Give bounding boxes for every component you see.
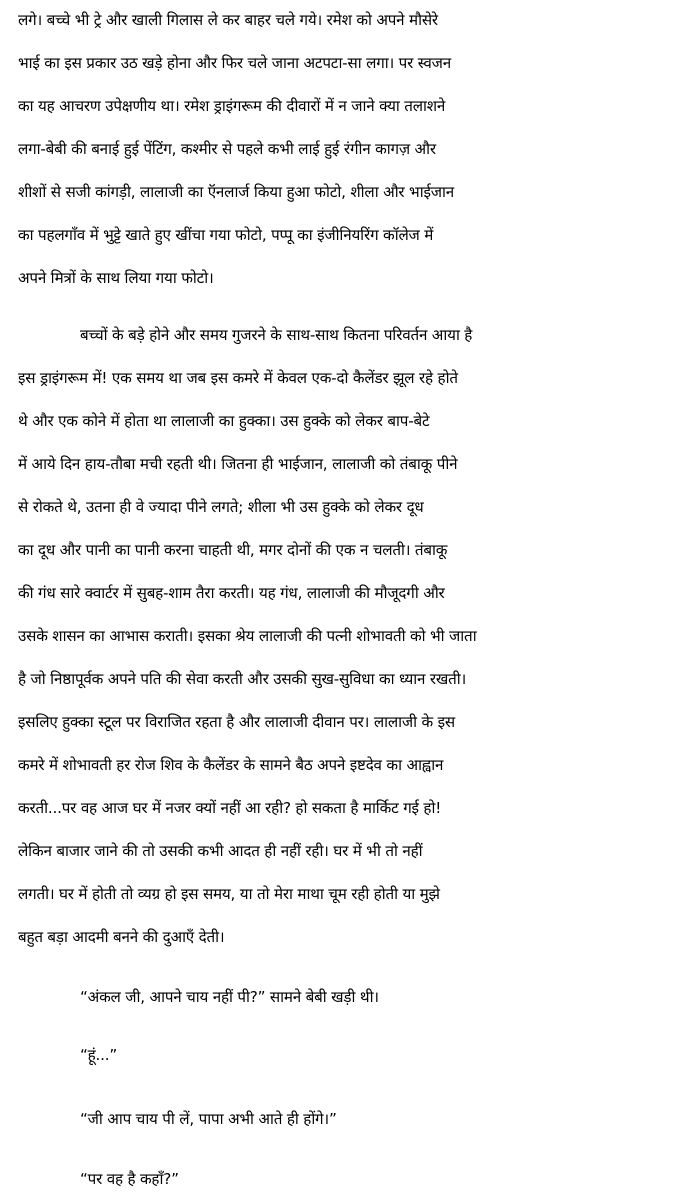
- text-line: लगती। घर में होती तो व्यग्र हो इस समय, या तो मेरा माथा चूम रही होती या मुझे: [18, 885, 440, 903]
- text-line: लगे। बच्चे भी ट्रे और खाली गिलास ले कर बाहर चले गये। रमेश को अपने मौसेरे: [18, 11, 438, 29]
- text-line: का पहलगाँव में भुट्टे खाते हुए खींचा गया फोटो, पप्पू का इंजीनियरिंग कॉलेज में: [18, 226, 434, 244]
- dialogue-line: “पर वह है कहाँ?”: [80, 1170, 179, 1188]
- text-line: करती...पर वह आज घर में नजर क्यों नहीं आ रही? हो सकता है मार्किट गई हो!: [18, 799, 442, 817]
- text-line: इसलिए हुक्का स्टूल पर विराजित रहता है और लालाजी दीवान पर। लालाजी के इस: [18, 713, 455, 731]
- text-line: लगा-बेबी की बनाई हुई पेंटिंग, कश्मीर से पहले कभी लाई हुई रंगीन कागज़ और: [18, 140, 436, 158]
- dialogue-line: “अंकल जी, आपने चाय नहीं पी?” सामने बेबी खड़ी थी।: [80, 988, 379, 1006]
- text-line: उसके शासन का आभास कराती। इसका श्रेय लालाजी की पत्नी शोभावती को भी जाता: [18, 627, 477, 645]
- dialogue-line: “जी आप चाय पी लें, पापा अभी आते ही होंगे।”: [80, 1110, 337, 1128]
- text-line: अपने मित्रों के साथ लिया गया फोटो।: [18, 269, 214, 287]
- text-line: में आये दिन हाय-तौबा मची रहती थी। जितना ही भाईजान, लालाजी को तंबाकू पीने: [18, 455, 458, 473]
- text-line: बहुत बड़ा आदमी बनने की दुआएँ देती।: [18, 928, 225, 946]
- text-line: इस ड्राइंगरूम में! एक समय था जब इस कमरे में केवल एक-दो कैलेंडर झूल रहे होते: [18, 369, 458, 387]
- text-line: का दूध और पानी का पानी करना चाहती थी, मगर दोनों की एक न चलती। तंबाकू: [18, 541, 448, 559]
- text-line: बच्चों के बड़े होने और समय गुजरने के साथ-साथ कितना परिवर्तन आया है: [80, 326, 473, 344]
- text-line: की गंध सारे क्वार्टर में सुबह-शाम तैरा करती। यह गंध, लालाजी की मौजूदगी और: [18, 584, 445, 602]
- text-line: कमरे में शोभावती हर रोज शिव के कैलेंडर के सामने बैठ अपने इष्टदेव का आह्वान: [18, 756, 444, 774]
- dialogue-line: “हूं...”: [80, 1046, 118, 1064]
- text-line: लेकिन बाजार जाने की तो उसकी कभी आदत ही नहीं रही। घर में भी तो नहीं: [18, 842, 423, 860]
- text-line: है जो निष्ठापूर्वक अपने पति की सेवा करती और उसकी सुख-सुविधा का ध्यान रखती।: [18, 670, 467, 688]
- text-line: से रोकते थे, उतना ही वे ज्यादा पीने लगते; शीला भी उस हुक्के को लेकर दूध: [18, 498, 424, 516]
- text-line: शीशों से सजी कांगड़ी, लालाजी का ऍनलार्ज किया हुआ फोटो, शीला और भाईजान: [18, 183, 454, 201]
- text-line: थे और एक कोने में होता था लालाजी का हुक्का। उस हुक्के को लेकर बाप-बेटे: [18, 412, 430, 430]
- text-line: का यह आचरण उपेक्षणीय था। रमेश ड्राइंगरूम की दीवारों में न जाने क्या तलाशने: [18, 97, 446, 115]
- text-line: भाई का इस प्रकार उठ खड़े होना और फिर चले जाना अटपटा-सा लगा। पर स्वजन: [18, 54, 451, 72]
